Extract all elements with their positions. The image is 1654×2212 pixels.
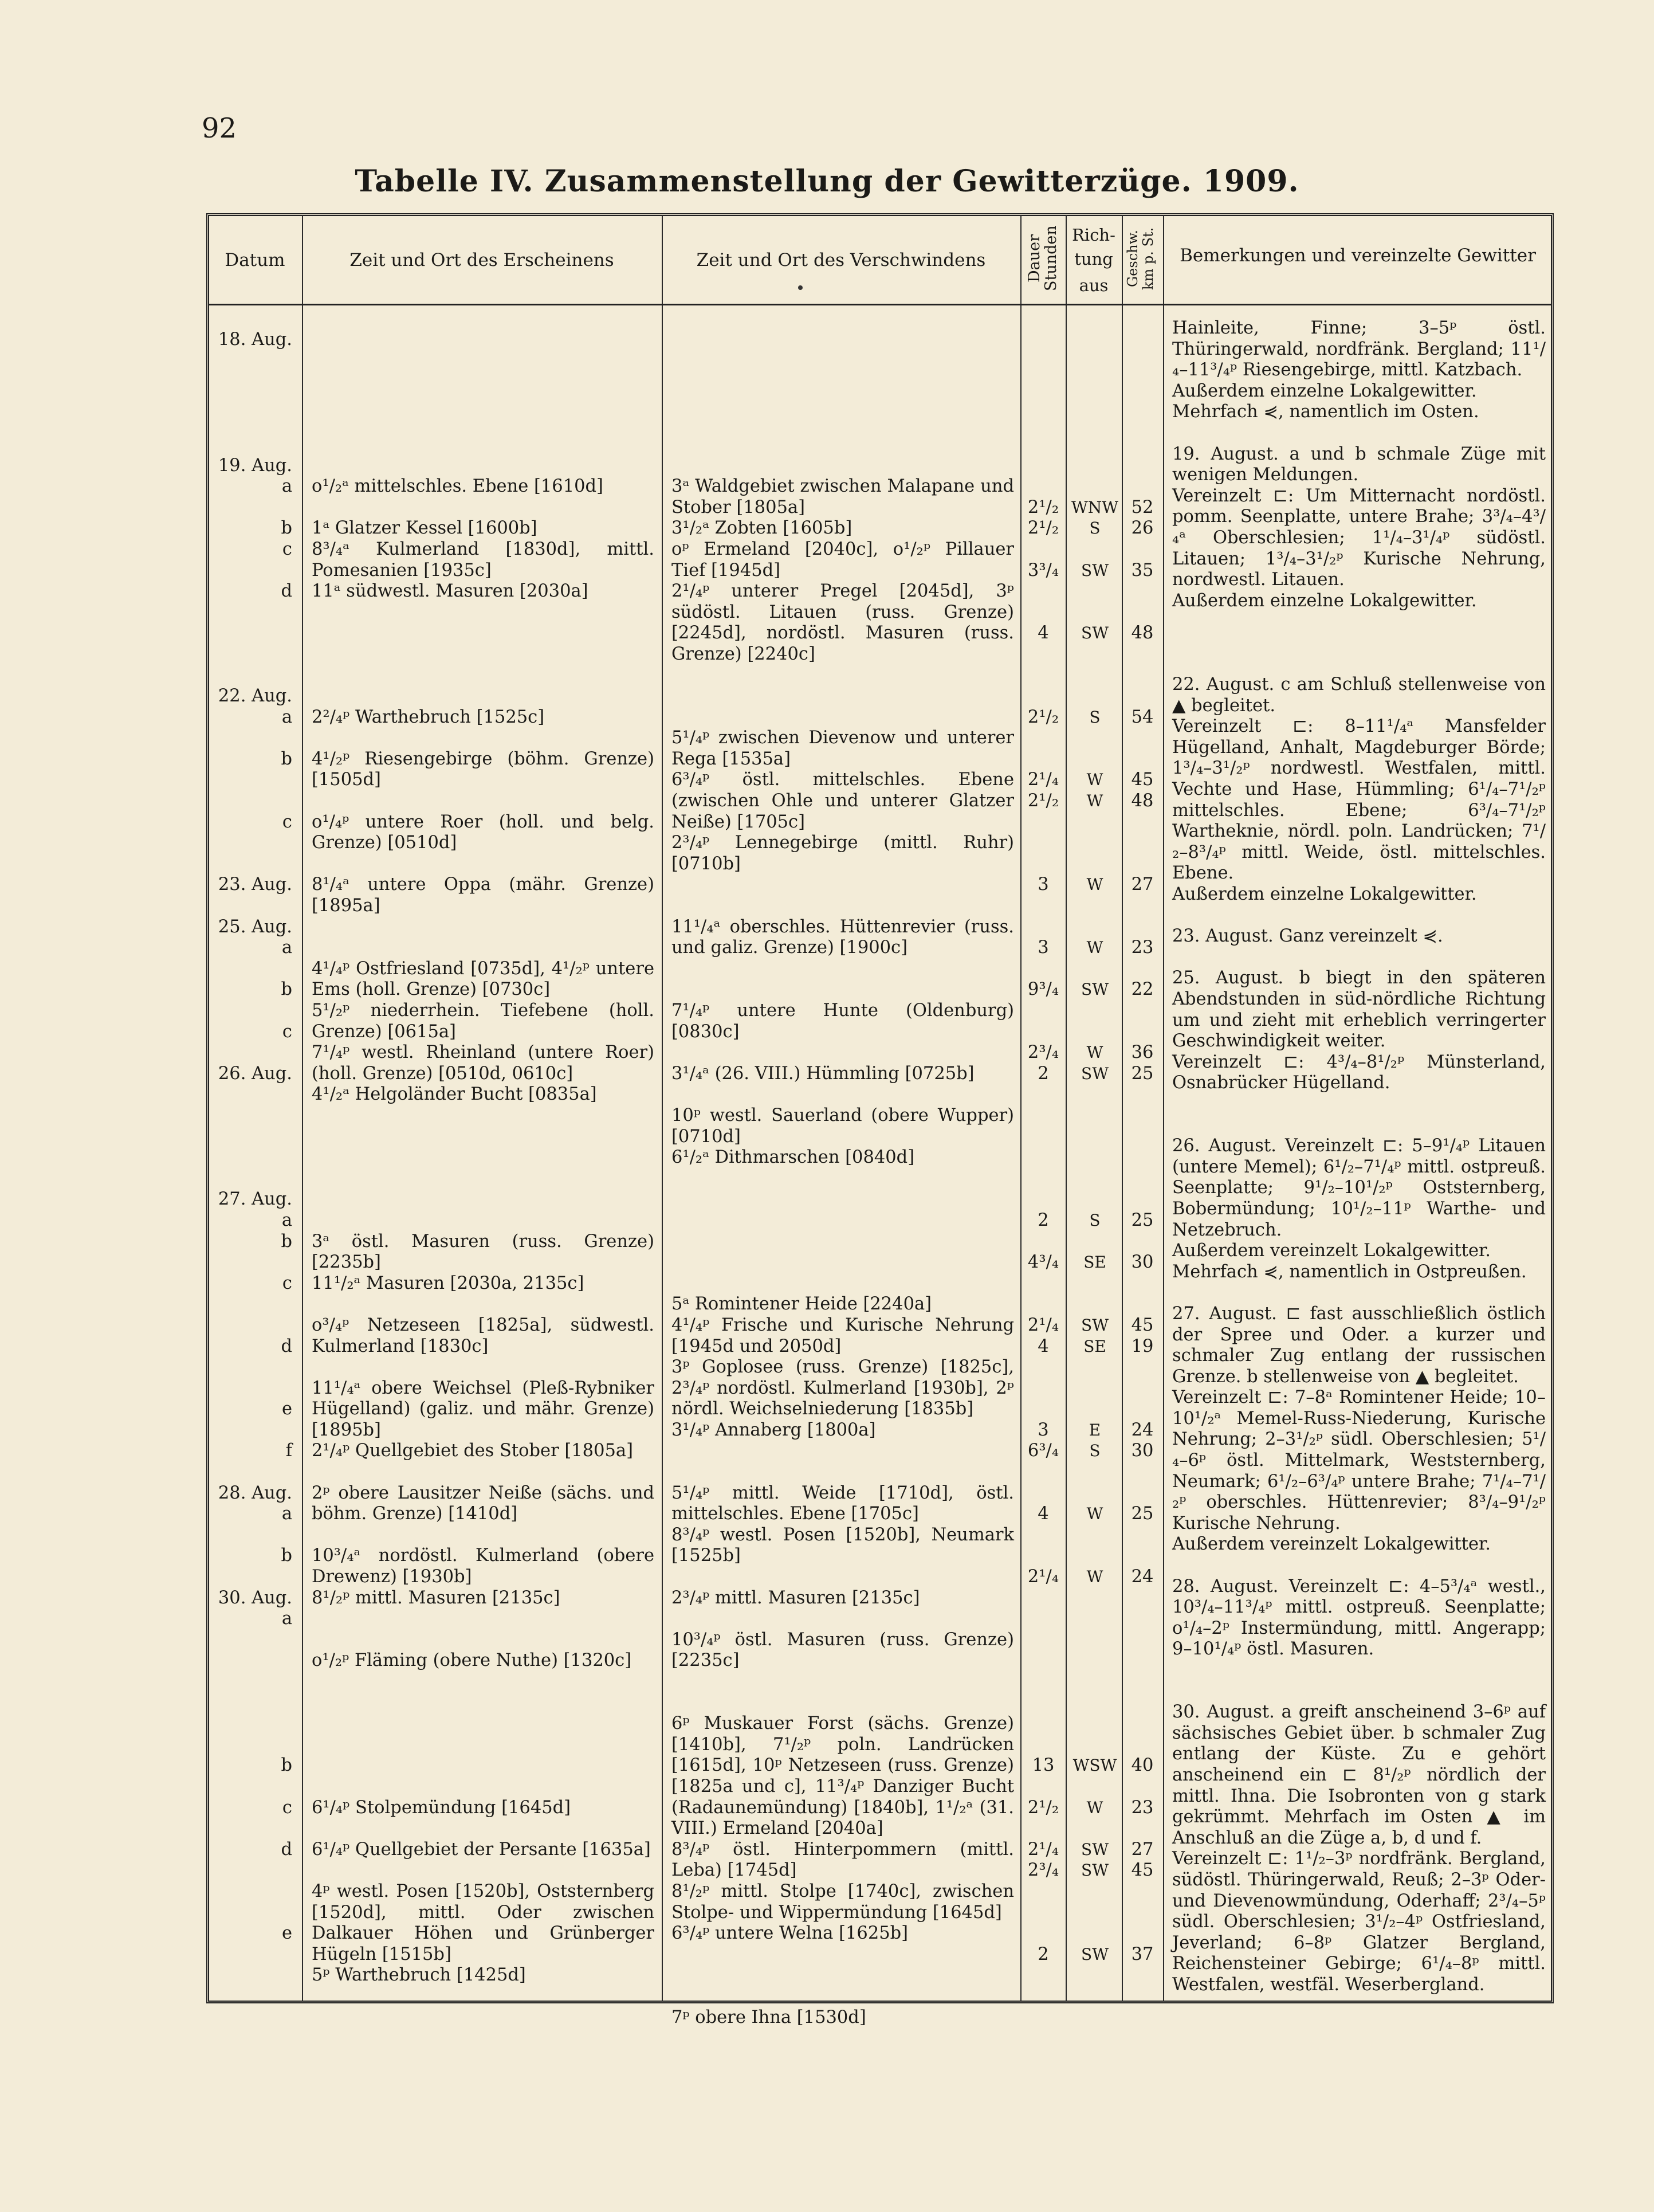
- header-erscheinen: Zeit und Ort des Erscheinens: [349, 250, 614, 270]
- remarks-column: Hainleite, Finne; 3–5ᵖ östl. Thüringerwald, nordfränk. Bergland; 11¹/₄–11³/₄ᵖ Riesengebirge, mittl. Katzbach. Außerdem einzelne Lokalgewitter. Mehrfach ⋞, namentlich im Osten. 19. August. a und b schmale Züge mit wenigen Meldungen. Vereinzelt ⊏: Um Mitternacht nordöstl. pomm. Seenplatte, untere Brahe; 3³/₄–4³/₄ᵃ Oberschlesien; 1¹/₄–3¹/₄ᵖ südöstl. Litauen; 1³/₄–3¹/₂ᵖ Kurische Nehrung, nordwestl. Litauen. Außerdem einzelne Lokalgewitter. 22. August. c am Schluß stellenweise von ▲ begleitet. Vereinzelt ⊏: 8–11¹/₄ᵃ Mansfelder Hügelland, Anhalt, Magdeburger Börde; 1³/₄–3¹/₂ᵖ nordwestl. Westfalen, mittl. Vechte und Hase, Hümmling; 6¹/₄–7¹/₂ᵖ mittelschles. Ebene; 6³/₄–7¹/₂ᵖ Wartheknie, nördl. poln. Landrücken; 7¹/₂–8³/₄ᵖ mittl. Weide, östl. mittelschles. Ebene. Außerdem einzelne Lokalgewitter. 23. August. Ganz vereinzelt ⋞. 25. August. b biegt in den späteren Abendstunden in süd-nördliche Richtung um und zieht mit erheblich verringerter Geschwindigkeit weiter. Vereinzelt ⊏: 4³/₄–8¹/₂ᵖ Münsterland, Osnabrücker Hügelland. 26. August. Vereinzelt ⊏: 5–9¹/₄ᵖ Litauen (untere Memel); 6¹/₂–7¹/₄ᵖ mittl. ostpreuß. Seenplatte; 9¹/₂–10¹/₂ᵖ Oststernberg, Bobermündung; 10¹/₂–11ᵖ Warthe- und Netzebruch. Außerdem vereinzelt Lokalgewitter. Mehrfach ⋞, namentlich in Ostpreußen. 27. August. ⊏ fast ausschließlich östlich der Spree und Oder. a kurzer und schmaler Zug entlang der russischen Grenze. b stellenweise von ▲ begleitet. Vereinzelt ⊏: 7–8ᵃ Romintener Heide; 10–10¹/₂ᵃ Memel-Russ-Niederung, Kurische Nehrung; 2–3¹/₂ᵖ südl. Oberschlesien; 5¹/₄–6ᵖ östl. Mittelmark, Weststernberg, Neumark; 6¹/₂–6³/₄ᵖ untere Brahe; 7¹/₄–7¹/₂ᵖ oberschles. Hüttenrevier; 8³/₄–9¹/₂ᵖ Kurische Nehrung. Außerdem vereinzelt Lokalgewitter. 28. August. Vereinzelt ⊏: 4–5³/₄ᵃ westl., 10³/₄–11³/₄ᵖ mittl. ostpreuß. Seenplatte; o¹/₄–2ᵖ Instermündung, mittl. Angerapp; 9–10¹/₄ᵖ östl. Masuren. 30. August. a greift anscheinend 3–6ᵖ auf sächsisches Gebiet über. b schmaler Zug entlang der Küste. Zu e gehört anscheinend ein ⊏ 8¹/₂ᵖ nördlich der mittl. Ihna. Die Isobronten von g stark gekrümmt. Mehrfach im Osten ▲ im Anschluß an die Züge a, b, d und f. Vereinzelt ⊏: 1¹/₂–3ᵖ nordfränk. Bergland, südöstl. Thüringerwald, Reuß; 2–3ᵖ Oder- und Dievenowmündung, Oderhaff; 2³/₄–5ᵖ südl. Oberschlesien; 3¹/₂–4ᵖ Ostfriesland, Jeverland; 6–8ᵖ Glatzer Bergland, Reichensteiner Gebirge; 6¹/₄–8ᵖ mittl. Westfalen, westfäl. Weserbergland.: [1172, 318, 1546, 1995]
- column-divider: [1163, 215, 1164, 2002]
- header-geschw: Geschw. km p. St.: [1125, 227, 1156, 290]
- header-verschwinden: Zeit und Ort des Verschwindens: [696, 250, 986, 270]
- date-column: 18. Aug. 19. Aug. a b c d 22. Aug. a b c 23. Aug. 25. Aug. a b c 26. Aug. 27. Aug. a b c d e f 28. Aug. a b 30. Aug. a b c d e: [218, 330, 292, 1944]
- speed-column: 52 26 35 48 54 45 48 27 23 22 36 25 25 30 45 19 24 30 25 24 40 23 27 45 37: [1131, 497, 1154, 1964]
- disappearance-column: 3ᵃ Waldgebiet zwischen Malapane und Stober [1805a] 3¹/₂ᵃ Zobten [1605b] oᵖ Ermeland [2040c], o¹/₂ᵖ Pillauer Tief [1945d] 2¹/₄ᵖ unterer Pregel [2045d], 3ᵖ südöstl. Litauen (russ. Grenze) [2245d], nordöstl. Masuren (russ. Grenze) [2240c] 5¹/₄ᵖ zwischen Dievenow und unterer Rega [1535a] 6³/₄ᵖ östl. mittelschles. Ebene (zwischen Ohle und unterer Glatzer Neiße) [1705c] 2³/₄ᵖ Lennegebirge (mittl. Ruhr) [0710b] 11¹/₄ᵃ oberschles. Hüttenrevier (russ. und galiz. Grenze) [1900c] 7¹/₄ᵖ untere Hunte (Oldenburg) [0830c] 3¹/₄ᵃ (26. VIII.) Hümmling [0725b] 10ᵖ westl. Sauerland (obere Wupper) [0710d] 6¹/₂ᵃ Dithmarschen [0840d] 5ᵃ Romintener Heide [2240a] 4¹/₄ᵖ Frische und Kurische Nehrung [1945d und 2050d] 3ᵖ Goplosee (russ. Grenze) [1825c], 2³/₄ᵖ nordöstl. Kulmerland [1930b], 2ᵖ nördl. Weichselniederung [1835b] 3¹/₄ᵖ Annaberg [1800a] 5¹/₄ᵖ mittl. Weide [1710d], östl. mittelschles. Ebene [1705c] 8³/₄ᵖ westl. Posen [1520b], Neumark [1525b] 2³/₄ᵖ mittl. Masuren [2135c] 10³/₄ᵖ östl. Masuren (russ. Grenze) [2235c] 6ᵖ Muskauer Forst (sächs. Grenze) [1410b], 7¹/₂ᵖ poln. Landrücken [1615d], 10ᵖ Netzeseen (russ. Grenze) [1825a und c], 11³/₄ᵖ Danziger Bucht (Radaunemündung) [1840b], 1¹/₂ᵃ (31. VIII.) Ermeland [2040a] 8³/₄ᵖ östl. Hinterpommern (mittl. Leba) [1745d] 8¹/₂ᵖ mittl. Stolpe [1740c], zwischen Stolpe- und Wippermündung [1645d] 6³/₄ᵖ untere Welna [1625b] 7ᵖ obere Ihna [1530d]: [671, 476, 1014, 2027]
- header-richtung-1: Rich-: [1072, 225, 1115, 245]
- header-bemerkungen: Bemerkungen und vereinzelte Gewitter: [1180, 245, 1536, 266]
- table-title: Tabelle IV. Zusammenstellung der Gewitterzüge. 1909.: [355, 164, 1299, 199]
- column-divider: [1020, 215, 1022, 2002]
- page-number: 92: [202, 112, 237, 144]
- column-divider: [302, 215, 303, 2002]
- appearance-column: o¹/₂ᵃ mittelschles. Ebene [1610d] 1ᵃ Glatzer Kessel [1600b] 8³/₄ᵃ Kulmerland [1830d], mittl. Pomesanien [1935c] 11ᵃ südwestl. Masuren [2030a] 2²/₄ᵖ Warthebruch [1525c] 4¹/₂ᵖ Riesengebirge (böhm. Grenze) [1505d] o¹/₄ᵖ untere Roer (holl. und belg. Grenze) [0510d] 8¹/₄ᵃ untere Oppa (mähr. Grenze) [1895a] 4¹/₄ᵖ Ostfriesland [0735d], 4¹/₂ᵖ untere Ems (holl. Grenze) [0730c] 5¹/₂ᵖ niederrhein. Tiefebene (holl. Grenze) [0615a] 7¹/₄ᵖ westl. Rheinland (untere Roer) (holl. Grenze) [0510d, 0610c] 4¹/₂ᵃ Helgoländer Bucht [0835a] 3ᵃ östl. Masuren (russ. Grenze) [2235b] 11¹/₂ᵃ Masuren [2030a, 2135c] o³/₄ᵖ Netzeseen [1825a], südwestl. Kulmerland [1830c] 11¹/₄ᵃ obere Weichsel (Pleß-Rybniker Hügelland) (galiz. und mähr. Grenze) [1895b] 2¹/₄ᵖ Quellgebiet des Stober [1805a] 2ᵖ obere Lausitzer Neiße (sächs. und böhm. Grenze) [1410d] 10³/₄ᵃ nordöstl. Kulmerland (obere Drewenz) [1930b] 8¹/₂ᵖ mittl. Masuren [2135c] o¹/₂ᵖ Fläming (obere Nuthe) [1320c] 6¹/₄ᵖ Stolpemündung [1645d] 6¹/₄ᵖ Quellgebiet der Persante [1635a] 4ᵖ westl. Posen [1520b], Oststernberg [1520d], mittl. Oder zwischen Dalkauer Höhen und Grünberger Hügeln [1515b] 5ᵖ Warthebruch [1425d]: [312, 476, 654, 1986]
- column-divider: [662, 215, 663, 2002]
- duration-column: 2¹/₂ 2¹/₂ 3³/₄ 4 2¹/₂ 2¹/₄ 2¹/₂ 3 3 9³/₄ 2³/₄ 2 2 4³/₄ 2¹/₄ 4 3 6³/₄ 4 2¹/₄ 13 2¹/₂ 2¹/₄ 2³/₄ 2: [1027, 497, 1059, 1964]
- header-dot: [798, 285, 803, 290]
- header-richtung-2: tung: [1074, 249, 1113, 269]
- header-richtung-3: aus: [1079, 276, 1109, 295]
- header-dauer: Dauer Stunden: [1026, 225, 1060, 292]
- header-datum: Datum: [225, 250, 285, 270]
- header-divider: [208, 304, 1552, 305]
- direction-column: WNW S SW SW S W W W W SW W SW S SE SW SE E S W W WSW W SW SW SW: [1071, 497, 1119, 1964]
